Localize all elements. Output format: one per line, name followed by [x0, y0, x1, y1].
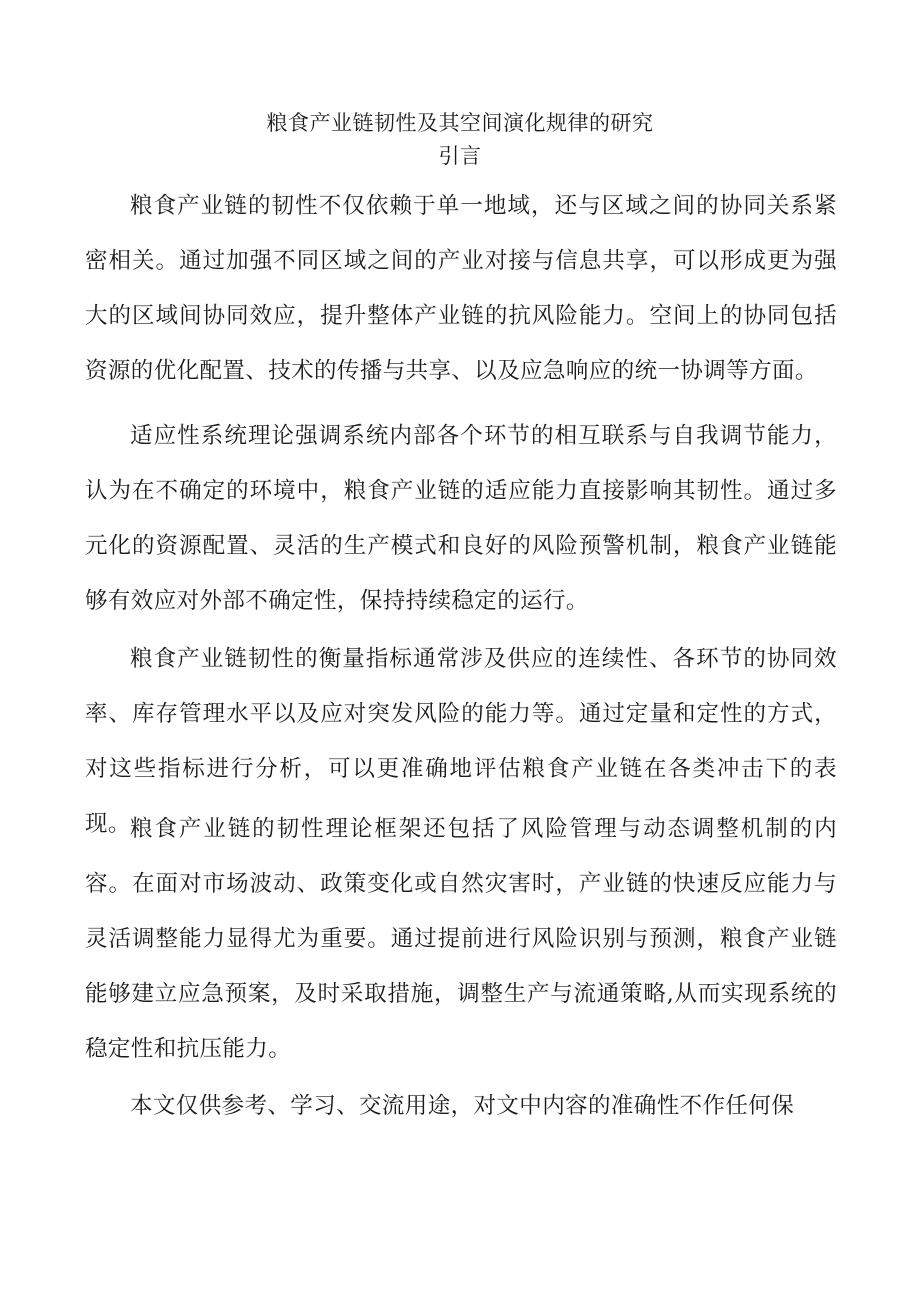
paragraph-2: 适应性系统理论强调系统内部各个环节的相互联系与自我调节能力，认为在不确定的环境中，粮食产业链的适应能力直接影响其韧性。通过多元化的资源配置、灵活的生产模式和良好的风险预警机制，粮食产业链能够有效应对外部不确定性，保持持续稳定的运行。: [85, 423, 837, 614]
paragraph-5: 本文仅供参考、学习、交流用途，对文中内容的准确性不作任何保: [130, 1093, 795, 1119]
paragraph-4: 粮食产业链的韧性理论框架还包括了风险管理与动态调整机制的内容。在面对市场波动、政策变化或自然灾害时，产业链的快速反应能力与灵活调整能力显得尤为重要。通过提前进行风险识别与预测，粮食产业链能够建立应急预案，及时采取措施，调整生产与流通策略,从而实现系统的稳定性和抗压能力。: [85, 816, 837, 1062]
document-title: 粮食产业链韧性及其空间演化规律的研究: [266, 111, 654, 135]
paragraph-1: 粮食产业链的韧性不仅依赖于单一地域，还与区域之间的协同关系紧密相关。通过加强不同区域之间的产业对接与信息共享，可以形成更为强大的区域间协同效应，提升整体产业链的抗风险能力。空间上的协同包括资源的优化配置、技术的传播与共享、以及应急响应的统一协调等方面。: [85, 193, 837, 384]
section-heading: 引言: [438, 144, 482, 168]
paragraph-3: 粮食产业链韧性的衡量指标通常涉及供应的连续性、各环节的协同效率、库存管理水平以及应对突发风险的能力等。通过定量和定性的方式，对这些指标进行分析，可以更准确地评估粮食产业链在各类冲击下的表现。: [85, 646, 837, 837]
